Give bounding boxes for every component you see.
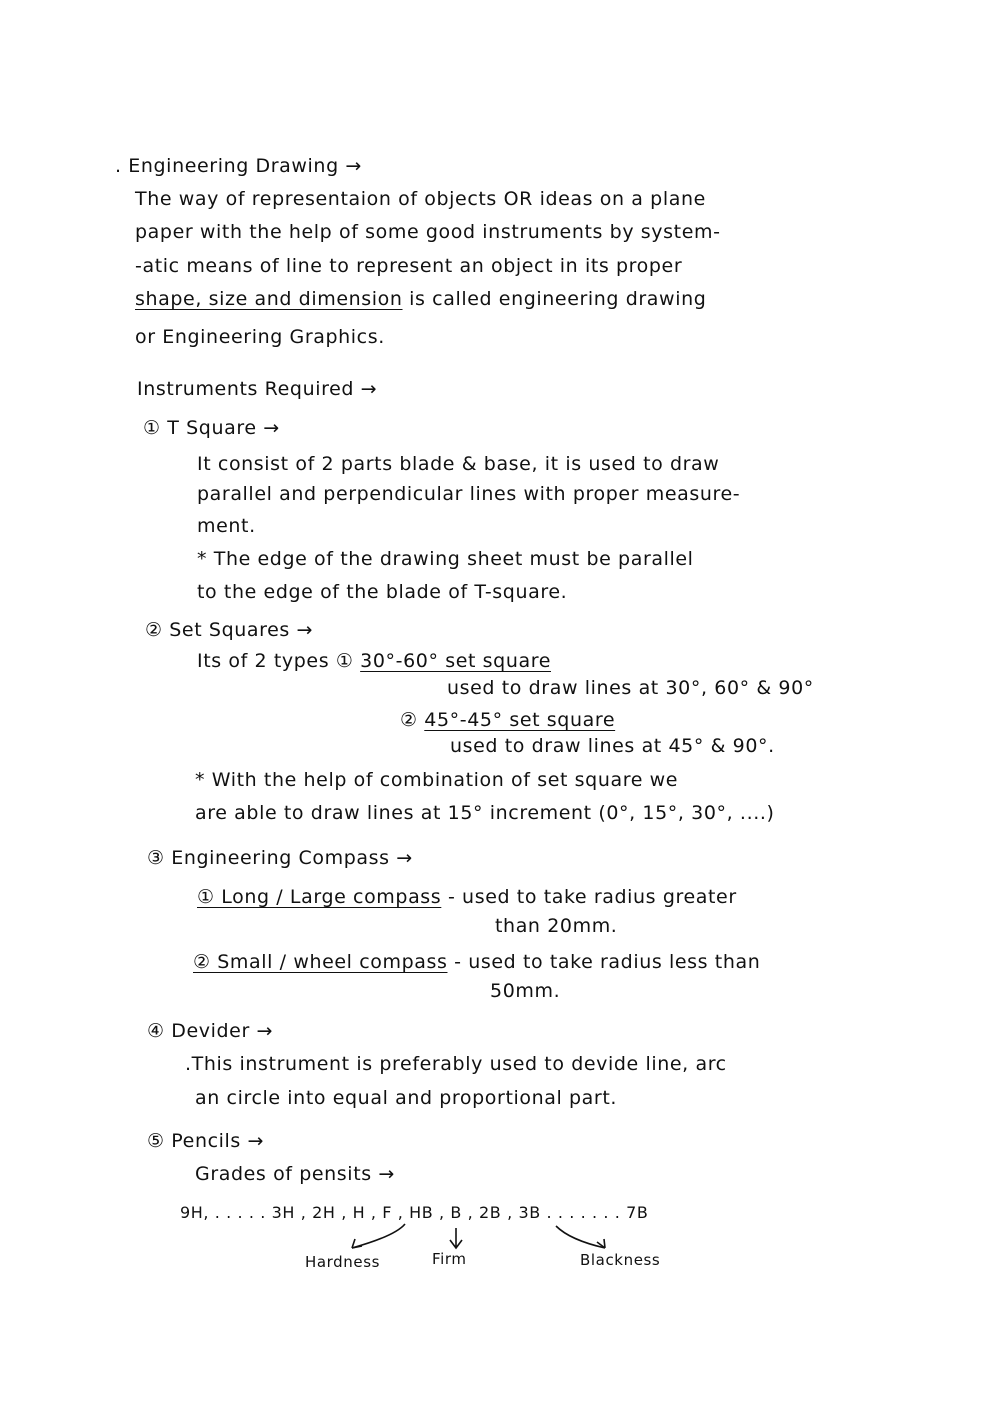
section-heading: . Engineering Drawing → [115, 155, 362, 177]
definition-text: is called engineering drawing [409, 288, 707, 310]
pencil-grades: 9H, . . . . . 3H , 2H , H , F , HB , B , 2B , 3B . . . . . . . 7B [180, 1203, 649, 1222]
underlined-phrase: shape, size and dimension [135, 288, 403, 310]
t-square-note: * The edge of the drawing sheet must be parallel [197, 548, 694, 570]
arrow-hardness [352, 1224, 405, 1248]
set-square-note: are able to draw lines at 15° increment (0°, 15°, 30°, ....) [195, 802, 775, 824]
long-compass-label: ① Long / Large compass [197, 886, 442, 908]
small-compass-use2: 50mm. [490, 980, 561, 1002]
definition-line: paper with the help of some good instruments by system- [135, 221, 721, 243]
arrow-firm [450, 1228, 462, 1248]
type2-number: ② [400, 709, 418, 731]
set-square-note: * With the help of combination of set square we [195, 769, 679, 791]
compass-title: ③ Engineering Compass → [147, 847, 413, 869]
instruments-heading: Instruments Required → [137, 378, 378, 400]
definition-line: or Engineering Graphics. [135, 326, 385, 348]
type2-label: 45°-45° set square [424, 709, 616, 731]
grades-heading: Grades of pensits → [195, 1163, 395, 1185]
label-hardness: Hardness [305, 1253, 381, 1271]
label-firm: Firm [432, 1250, 467, 1268]
divider-line: an circle into equal and proportional part. [195, 1087, 618, 1109]
divider-title: ④ Devider → [147, 1020, 274, 1042]
types-intro: Its of 2 types ① [197, 650, 354, 672]
divider-line: .This instrument is preferably used to devide line, arc [185, 1053, 727, 1075]
t-square-title: ① T Square → [143, 417, 280, 439]
definition-line: -atic means of line to represent an object in its proper [135, 255, 683, 277]
small-compass-use: - used to take radius less than [454, 951, 761, 973]
type1-label: 30°-60° set square [360, 650, 551, 672]
definition-line: The way of representaion of objects OR ideas on a plane [135, 188, 706, 210]
set-squares-title: ② Set Squares → [145, 619, 314, 641]
small-compass-label: ② Small / wheel compass [193, 951, 448, 973]
type1-use: used to draw lines at 30°, 60° & 90° [447, 677, 814, 699]
t-square-line: It consist of 2 parts blade & base, it is used to draw [197, 453, 720, 475]
long-compass-use: - used to take radius greater [447, 886, 737, 908]
type2-use: used to draw lines at 45° & 90°. [450, 735, 775, 757]
long-compass-use2: than 20mm. [495, 915, 618, 937]
pencils-title: ⑤ Pencils → [147, 1130, 265, 1152]
arrowhead-hardness [352, 1239, 362, 1248]
arrow-blackness [556, 1226, 605, 1248]
t-square-line: ment. [197, 515, 256, 537]
t-square-note: to the edge of the blade of T-square. [197, 581, 568, 603]
t-square-line: parallel and perpendicular lines with proper measure- [197, 483, 741, 505]
label-blackness: Blackness [580, 1251, 661, 1269]
